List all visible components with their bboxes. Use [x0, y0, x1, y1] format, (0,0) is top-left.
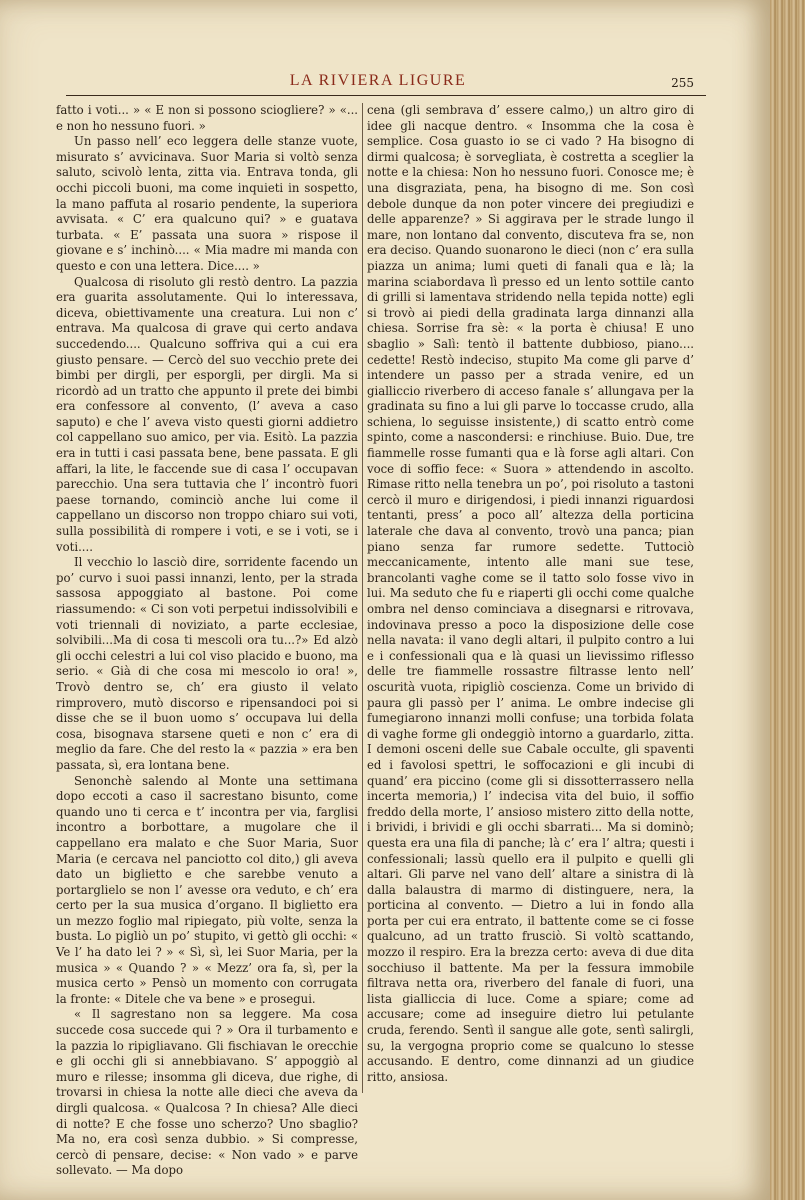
left-column	[56, 103, 358, 1178]
paragraph: Qualcosa di risoluto gli restò dentro. La pazzia era guarita assolutamente. Qui lo interessava, diceva, obiettivamente una creatura. Lui non c’ entrava. Ma qualcosa di grave qui certo andava succedendo.... Qualcuno soffriva qui a cui era giusto pensare. — Cercò del suo vecchio prete dei bimbi per dirgli, per esporgli, per dirgli. Ma si ricordò ad un tratto che appunto il prete dei bimbi era confessore al convento, (l’ aveva a caso saputo) e che l’ aveva visto questi giorni addietro col cappellano suo amico, per via. Esitò. La pazzia era in tutti i casi passata bene, bene passata. E gli affari, la lite, le faccende sue di casa l’ occupavan parecchio. Una sera tuttavia che l’ incontrò fuori paese tornando, cominciò anche lui come il cappellano un discorso non troppo chiaro sui voti, sulla possibilità di rompere i voti, e se i voti, se i voti....	[56, 274, 358, 554]
journal-title: LA RIVIERA LIGURE	[289, 72, 467, 89]
paragraph: Il vecchio lo lasciò dire, sorridente facendo un po’ curvo i suoi passi innanzi, lento, per la strada sassosa appoggiato al bastone. Poi come riassumendo: « Ci son voti perpetui indissolvibili e voti triennali di noviziato, a parte ecclesiae, solvibili...Ma di cosa ti mescoli ora tu...?» Ed alzò gli occhi celestri a lui col viso placido e buono, ma serio. « Già di che cosa mi mescolo io ora! », Trovò dentro se, ch’ era giusto il velato rimprovero, mutò discorso e ripensandoci poi si disse che se il buon uomo s’ occupava lui della cosa, bisognava starsene queti e non c’ era di meglio da fare. Che del resto la « pazzia » era ben passata, sì, era lontana bene.	[56, 555, 358, 772]
right-column	[367, 103, 694, 1163]
paragraph: Senonchè salendo al Monte una settimana dopo eccoti a caso il sacrestano bisunto, come quando uno ti cerca e t’ incontra per via, farglisi incontro a borbottare, a mugolare che il cappellano era malato e che Suor Maria, Suor Maria (e cercava nel panciotto col dito,) gli aveva dato un biglietto e che sarebbe venuto a portarglielo se non l’ avesse ora veduto, e ch’ era certo per la sua musica d’organo. Il biglietto era un mezzo foglio mal ripiegato, più volte, senza la busta. Lo pigliò un po’ stupito, vi gettò gli occhi: « Ve l’ ha dato lei ? » « Sì, sì, lei Suor Maria, per la musica » « Quando ? » « Mezz’ ora fa, sì, per la musica certo » Pensò un momento con corrugata la fronte: « Ditele che va bene » e prosegui.	[56, 773, 358, 1006]
paragraph: fatto i voti... » « E non si possono sciogliere? » «... e non ho nessuno fuori. »	[56, 103, 358, 133]
running-header	[68, 72, 694, 94]
paragraph: Un passo nell’ eco leggera delle stanze vuote, misurato s’ avvicinava. Suor Maria si voltò senza saluto, scivolò lenta, zitta via. Entrava tonda, gli occhi piccoli buoni, ma come inquieti in sospetto, la mano paffuta al rosario pendente, la superiora avvisata. « C’ era qualcuno qui? » e guatava turbata. « E’ passata una suora » rispose il giovane e s’ inchinò.... « Mia madre mi manda con questo e con una lettera. Dice.... »	[56, 134, 358, 273]
header-rule	[66, 95, 706, 96]
column-divider	[362, 103, 363, 1093]
paragraph: « Il sagrestano non sa leggere. Ma cosa succede cosa succede qui ? » Ora il turbamento e la pazzia lo ripigliavano. Gli fischiavan le orecchie e gli occhi gli si annebbiavano. S’ appoggiò al muro e rilesse; insomma gli diceva, due righe, di trovarsi in chiesa la notte alle dieci che aveva da dirgli qualcosa. « Qualcosa ? In chiesa? Alle dieci di notte? E che fosse uno scherzo? Uno sbaglio? Ma no, era così senza dubbio. » Si compresse, cercò di pensare, decise: « Non vado » e parve sollevato. — Ma dopo	[56, 1007, 358, 1178]
paragraph: cena (gli sembrava d’ essere calmo,) un altro giro di idee gli nacque dentro. « Insomma che la cosa è semplice. Cosa guasto io se ci vado ? Ha bisogno di dirmi qualcosa; è sorvegliata, è costretta a sceglier la notte e la chiesa: Non ho nessuno fuori. Conosce me; è una disgraziata, pena, ha bisogno di me. Son così debole dunque da non poter vincere dei pregiudizi e delle apparenze? » Si aggirava per le strade lungo il mare, non lontano dal convento, discuteva fra se, non era deciso. Quando suonarono le dieci (non c’ era sulla piazza un anima; lumi queti di fanali qua e là; la marina sciabordava lì presso ed un lento sottile canto di grilli si lamentava stridendo nella tepida notte) egli si trovò ai piedi della gradinata larga dinnanzi alla chiesa. Sorrise fra sè: « la porta è chiusa! E uno sbaglio » Salì: tentò il battente dubbioso, piano.... cedette! Restò indeciso, stupito Ma come gli parve d’ intendere un passo per a strada venire, ed un gialliccio riverbero di acceso fanale s’ allungava per la gradinata su fino a lui gli parve lo toccasse crudo, alla schiena, lo seguisse insistente,) di scatto entrò come spinto, come a nascondersi: e rinchiuse. Buio. Due, tre fiammelle rosse fumanti qua e là forse agli altari. Con voce di soffio fece: « Suora » attendendo in ascolto. Rimase ritto nella tenebra un po’, poi risoluto a tastoni cercò il muro e dirigendosi, i piedi innanzi riguardosi tentanti, press’ a poco all’ altezza della porticina laterale che dava al convento, trovò una panca; pian piano senza far rumore sedette. Tuttociò meccanicamente, intento alle mani sue tese, brancolanti vaghe come se il tatto solo fosse vivo in lui. Ma seduto che fu e riaperti gli occhi come qualche ombra nel denso cominciava a disegnarsi e ritrovava, indovinava presso a poco la disposizione delle cose nella navata: il vano degli altari, il pulpito contro a lui e i confessionali qua e là quasi un lievissimo riflesso delle tre fiammelle rossastre filtrasse lento nell’ oscurità vuota, ripigliò coscienza. Come un brivido di paura gli passò per l’ anima. Le ombre indecise gli fumegiarono innanzi molli confuse; una torbida folata di vaghe forme gli ondeggiò intorno a guardarlo, zitta. I demoni osceni delle sue Cabale occulte, gli spaventi ed i favolosi spettri, le soffocazioni e gli incubi di quand’ era piccino (come gli si dissotterrassero nella incerta memoria,) l’ indecisa vita del buio, il soffio freddo della morte, l’ ansioso mistero zitto della notte, i brividi, i brividi e gli occhi sbarrati... Ma si dominò; questa era una fila di panche; là c’ era l’ altra; questi i confessionali; lassù quello era il pulpito e quelli gli altari. Gli parve nel vano dell’ altare a sinistra di là dalla balaustra di marmo di distinguere, nera, la porticina al convento. — Dietro a lui in fondo alla porta per cui era entrato, il battente come se ci fosse qualcuno, ad un tratto frusciò. Si voltò scattando, mozzo il respiro. Era la brezza certo: aveva di due dita socchiuso il battente. Ma per la fessura immobile filtrava netta ora, riverbero del fanale di fuori, una lista gialliccia di luce. Come a spiare; come ad accusare; come ad inseguire dietro lui petulante cruda, ferendo. Sentì il sangue alle gote, sentì salirgli, su, la vergogna proprio come se qualcuno lo stesse accusando. E dentro, come dinnanzi ad un giudice ritto, ansiosa.	[367, 103, 694, 1084]
page-edge	[770, 0, 805, 1200]
page-number: 255	[671, 76, 694, 90]
